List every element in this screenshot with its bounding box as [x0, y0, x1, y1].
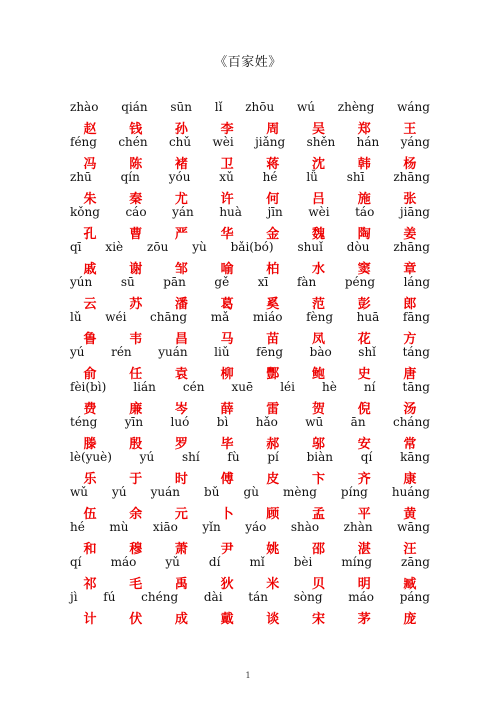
pinyin-line	[70, 450, 430, 468]
pinyin-line	[70, 310, 430, 328]
pinyin-line	[70, 415, 430, 433]
surname-character: 余	[129, 507, 143, 522]
surname-character: 滕	[83, 437, 97, 452]
hanzi-line	[70, 118, 430, 136]
surname-row	[70, 520, 430, 555]
pinyin-syllable: yǔ	[165, 555, 180, 569]
pinyin-syllable: zhāng	[393, 240, 430, 254]
surname-character: 王	[403, 122, 417, 137]
pinyin-line	[70, 520, 430, 538]
surname-character: 谈	[266, 612, 280, 627]
surname-table	[70, 100, 430, 625]
surname-character: 昌	[174, 332, 188, 347]
pinyin-syllable: xiè	[105, 240, 124, 254]
pinyin-syllable: mèng	[282, 485, 317, 499]
hanzi-line	[70, 258, 430, 276]
surname-row	[70, 485, 430, 520]
pinyin-syllable: ān	[350, 415, 366, 429]
surname-character: 秦	[129, 192, 143, 207]
pinyin-syllable: jì	[70, 590, 78, 604]
surname-character: 范	[312, 297, 326, 312]
surname-character: 邵	[312, 542, 326, 557]
pinyin-syllable: qī	[70, 240, 82, 254]
pinyin-syllable: yú	[70, 345, 85, 359]
pinyin-syllable: yáo	[245, 520, 267, 534]
surname-character: 贝	[312, 577, 326, 592]
surname-row	[70, 590, 430, 625]
surname-character: 郑	[357, 122, 371, 137]
pinyin-syllable: bì	[216, 415, 229, 429]
pinyin-syllable: pí	[267, 450, 279, 464]
pinyin-syllable: mù	[109, 520, 129, 534]
surname-character: 岑	[174, 402, 188, 417]
surname-character: 奚	[266, 297, 280, 312]
pinyin-syllable: jīn	[267, 205, 283, 219]
hanzi-line	[70, 328, 430, 346]
pinyin-line	[70, 170, 430, 188]
surname-character: 米	[266, 577, 280, 592]
surname-character: 孔	[83, 227, 97, 242]
pinyin-syllable: huà	[219, 205, 242, 219]
pinyin-syllable: shǐ	[358, 345, 377, 359]
surname-character: 倪	[357, 402, 371, 417]
surname-character: 廉	[129, 402, 143, 417]
pinyin-syllable: jiāng	[399, 205, 430, 219]
pinyin-syllable: xǔ	[219, 170, 234, 184]
surname-character: 茅	[357, 612, 371, 627]
surname-character: 曹	[129, 227, 143, 242]
pinyin-syllable: yáng	[400, 135, 430, 149]
surname-character: 凤	[312, 332, 326, 347]
pinyin-syllable: yún	[70, 275, 93, 289]
pinyin-syllable: hè	[322, 380, 337, 394]
hanzi-line	[70, 468, 430, 486]
surname-character: 李	[220, 122, 234, 137]
surname-character: 戴	[220, 612, 234, 627]
surname-character: 蒋	[266, 157, 280, 172]
pinyin-syllable: yóu	[168, 170, 191, 184]
surname-character: 孙	[174, 122, 188, 137]
surname-row	[70, 345, 430, 380]
surname-character: 何	[266, 192, 280, 207]
surname-character: 苗	[266, 332, 280, 347]
pinyin-syllable: láng	[403, 275, 430, 289]
pinyin-syllable: zhào	[70, 100, 99, 114]
surname-character: 姜	[403, 227, 417, 242]
pinyin-syllable: dài	[203, 590, 223, 604]
surname-character: 齐	[357, 472, 371, 487]
surname-character: 明	[357, 577, 371, 592]
pinyin-syllable: liǔ	[214, 345, 230, 359]
hanzi-line	[70, 363, 430, 381]
surname-character: 彭	[357, 297, 371, 312]
surname-character: 葛	[220, 297, 234, 312]
pinyin-syllable: cén	[182, 380, 205, 394]
pinyin-syllable: cháng	[392, 415, 430, 429]
pinyin-syllable: cáo	[125, 205, 147, 219]
pinyin-line	[70, 135, 430, 153]
pinyin-syllable: lè(yuè)	[70, 450, 112, 464]
pinyin-syllable: yú	[112, 485, 127, 499]
pinyin-syllable: fú	[103, 590, 116, 604]
surname-character: 马	[220, 332, 234, 347]
pinyin-line	[70, 205, 430, 223]
surname-character: 祁	[83, 577, 97, 592]
surname-character: 喻	[220, 262, 234, 277]
hanzi-line	[70, 538, 430, 556]
surname-character: 宋	[312, 612, 326, 627]
pinyin-syllable: fēng	[256, 345, 284, 359]
surname-row	[70, 240, 430, 275]
pinyin-syllable: wū	[305, 415, 324, 429]
pinyin-syllable: chéng	[141, 590, 179, 604]
pinyin-syllable: wú	[297, 100, 315, 114]
surname-row	[70, 100, 430, 135]
surname-character: 康	[403, 472, 417, 487]
pinyin-line	[70, 380, 430, 398]
pinyin-syllable: bào	[309, 345, 332, 359]
surname-character: 殷	[129, 437, 143, 452]
pinyin-syllable: hán	[356, 135, 380, 149]
surname-character: 许	[220, 192, 234, 207]
pinyin-syllable: sū	[120, 275, 135, 289]
pinyin-syllable: qí	[70, 555, 82, 569]
pinyin-syllable: ní	[363, 380, 376, 394]
surname-character: 陈	[129, 157, 143, 172]
surname-character: 姚	[266, 542, 280, 557]
surname-character: 安	[357, 437, 371, 452]
pinyin-syllable: xī	[257, 275, 269, 289]
surname-character: 柳	[220, 367, 234, 382]
surname-character: 费	[83, 402, 97, 417]
pinyin-syllable: lǐ	[214, 100, 223, 114]
surname-character: 谢	[129, 262, 143, 277]
surname-character: 萧	[174, 542, 188, 557]
surname-character: 施	[357, 192, 371, 207]
pinyin-syllable: xiāo	[152, 520, 178, 534]
pinyin-syllable: zāng	[401, 555, 430, 569]
surname-character: 水	[312, 262, 326, 277]
pinyin-syllable: chāng	[150, 310, 188, 324]
surname-character: 潘	[174, 297, 188, 312]
pinyin-syllable: táo	[355, 205, 375, 219]
surname-character: 罗	[174, 437, 188, 452]
surname-row	[70, 450, 430, 485]
pinyin-syllable: péng	[344, 275, 376, 289]
pinyin-syllable: fàn	[296, 275, 317, 289]
surname-character: 顾	[266, 507, 280, 522]
pinyin-syllable: sūn	[170, 100, 192, 114]
surname-character: 金	[266, 227, 280, 242]
pinyin-syllable: yán	[172, 205, 194, 219]
surname-character: 云	[83, 297, 97, 312]
pinyin-syllable: qián	[121, 100, 148, 114]
pinyin-syllable: tāng	[402, 380, 430, 394]
surname-character: 袁	[174, 367, 188, 382]
pinyin-line	[70, 555, 430, 573]
surname-character: 华	[220, 227, 234, 242]
pinyin-syllable: yù	[192, 240, 207, 254]
surname-character: 花	[357, 332, 371, 347]
pinyin-syllable: bǎi(bó)	[230, 240, 274, 254]
pinyin-syllable: chén	[118, 135, 148, 149]
hanzi-line	[70, 573, 430, 591]
surname-row	[70, 555, 430, 590]
surname-character: 毛	[129, 577, 143, 592]
pinyin-syllable: fāng	[402, 310, 430, 324]
page-title: 《百家姓》	[214, 55, 282, 70]
surname-character: 魏	[312, 227, 326, 242]
surname-character: 赵	[83, 122, 97, 137]
surname-character: 汤	[403, 402, 417, 417]
pinyin-syllable: yuán	[158, 345, 188, 359]
pinyin-syllable: máo	[348, 590, 374, 604]
surname-character: 邹	[174, 262, 188, 277]
surname-row	[70, 275, 430, 310]
surname-character: 乐	[83, 472, 97, 487]
surname-character: 穆	[129, 542, 143, 557]
surname-character: 韩	[357, 157, 371, 172]
surname-character: 韦	[129, 332, 143, 347]
surname-character: 酆	[266, 367, 280, 382]
surname-character: 苏	[129, 297, 143, 312]
pinyin-syllable: zōu	[147, 240, 169, 254]
surname-character: 沈	[312, 157, 326, 172]
surname-character: 于	[129, 472, 143, 487]
surname-character: 任	[129, 367, 143, 382]
pinyin-line	[70, 345, 430, 363]
pinyin-syllable: miáo	[252, 310, 283, 324]
surname-character: 陶	[357, 227, 371, 242]
hanzi-line	[70, 398, 430, 416]
surname-character: 柏	[266, 262, 280, 277]
pinyin-syllable: huā	[356, 310, 380, 324]
pinyin-syllable: wǔ	[70, 485, 88, 499]
surname-character: 吕	[312, 192, 326, 207]
surname-character: 和	[83, 542, 97, 557]
pinyin-syllable: wáng	[397, 100, 430, 114]
surname-character: 成	[174, 612, 188, 627]
pinyin-syllable: píng	[340, 485, 368, 499]
pinyin-syllable: lǔ	[70, 310, 82, 324]
surname-character: 贺	[312, 402, 326, 417]
surname-character: 郎	[403, 297, 417, 312]
hanzi-line	[70, 433, 430, 451]
pinyin-syllable: máo	[110, 555, 137, 569]
surname-row	[70, 135, 430, 170]
pinyin-syllable: kāng	[400, 450, 430, 464]
pinyin-syllable: hé	[262, 170, 278, 184]
surname-character: 时	[174, 472, 188, 487]
pinyin-syllable: sòng	[293, 590, 323, 604]
surname-character: 冯	[83, 157, 97, 172]
pinyin-syllable: zhèng	[337, 100, 375, 114]
pinyin-syllable: rén	[111, 345, 132, 359]
pinyin-syllable: mǎ	[210, 310, 230, 324]
pinyin-syllable: chǔ	[168, 135, 192, 149]
surname-character: 臧	[403, 577, 417, 592]
pinyin-line	[70, 275, 430, 293]
pinyin-syllable: fèng	[306, 310, 334, 324]
surname-character: 窦	[357, 262, 371, 277]
pinyin-syllable: shuǐ	[297, 240, 323, 254]
surname-character: 卜	[220, 507, 234, 522]
pinyin-syllable: zhū	[70, 170, 92, 184]
surname-character: 朱	[83, 192, 97, 207]
surname-character: 孟	[312, 507, 326, 522]
surname-character: 元	[174, 507, 188, 522]
surname-character: 吴	[312, 122, 326, 137]
pinyin-syllable: wèi	[308, 205, 330, 219]
pinyin-syllable: wāng	[397, 520, 430, 534]
surname-character: 鲁	[83, 332, 97, 347]
hanzi-line	[70, 188, 430, 206]
pinyin-syllable: lián	[133, 380, 156, 394]
surname-character: 邬	[312, 437, 326, 452]
pinyin-syllable: léi	[280, 380, 295, 394]
pinyin-syllable: míng	[341, 555, 373, 569]
pinyin-syllable: yuán	[150, 485, 180, 499]
pinyin-syllable: pān	[163, 275, 186, 289]
pinyin-syllable: zhōu	[245, 100, 275, 114]
pinyin-syllable: yú	[139, 450, 155, 464]
surname-character: 皮	[266, 472, 280, 487]
surname-character: 尤	[174, 192, 188, 207]
surname-character: 汪	[403, 542, 417, 557]
surname-character: 毕	[220, 437, 234, 452]
page-number: 1	[245, 671, 251, 680]
surname-character: 卫	[220, 157, 234, 172]
pinyin-syllable: yīn	[124, 415, 144, 429]
surname-row	[70, 170, 430, 205]
surname-character: 伏	[129, 612, 143, 627]
pinyin-syllable: shěn	[306, 135, 336, 149]
surname-character: 庞	[403, 612, 417, 627]
surname-character: 钱	[129, 122, 143, 137]
pinyin-line	[70, 240, 430, 258]
surname-character: 张	[403, 192, 417, 207]
pinyin-syllable: biàn	[306, 450, 334, 464]
surname-character: 唐	[403, 367, 417, 382]
surname-row	[70, 415, 430, 450]
pinyin-syllable: qín	[120, 170, 140, 184]
surname-character: 章	[403, 262, 417, 277]
surname-character: 傅	[220, 472, 234, 487]
pinyin-syllable: gě	[214, 275, 230, 289]
hanzi-line	[70, 503, 430, 521]
pinyin-syllable: wéi	[105, 310, 127, 324]
surname-character: 方	[403, 332, 417, 347]
pinyin-line	[70, 100, 430, 118]
pinyin-syllable: táng	[402, 345, 430, 359]
surname-row	[70, 380, 430, 415]
hanzi-line	[70, 153, 430, 171]
surname-character: 俞	[83, 367, 97, 382]
pinyin-syllable: gù	[243, 485, 259, 499]
surname-character: 禹	[174, 577, 188, 592]
pinyin-syllable: hé	[70, 520, 85, 534]
surname-character: 褚	[174, 157, 188, 172]
surname-character: 伍	[83, 507, 97, 522]
surname-character: 卞	[312, 472, 326, 487]
surname-character: 尹	[220, 542, 234, 557]
hanzi-line	[70, 223, 430, 241]
pinyin-syllable: shī	[346, 170, 365, 184]
surname-character: 常	[403, 437, 417, 452]
pinyin-syllable: dí	[208, 555, 221, 569]
pinyin-syllable: téng	[70, 415, 98, 429]
pinyin-syllable: luó	[170, 415, 190, 429]
pinyin-syllable: tán	[248, 590, 268, 604]
surname-character: 平	[357, 507, 371, 522]
surname-character: 戚	[83, 262, 97, 277]
surname-character: 黄	[403, 507, 417, 522]
pinyin-syllable: kǒng	[70, 205, 100, 219]
pinyin-syllable: bǔ	[204, 485, 220, 499]
pinyin-syllable: fù	[227, 450, 240, 464]
surname-character: 郝	[266, 437, 280, 452]
pinyin-syllable: huáng	[391, 485, 430, 499]
pinyin-syllable: shí	[181, 450, 200, 464]
surname-character: 鲍	[312, 367, 326, 382]
surname-character: 周	[266, 122, 280, 137]
hanzi-line	[70, 293, 430, 311]
pinyin-syllable: fèi(bì)	[70, 380, 107, 394]
pinyin-syllable: jiǎng	[255, 135, 286, 149]
surname-character: 杨	[403, 157, 417, 172]
pinyin-line	[70, 590, 430, 608]
surname-character: 计	[83, 612, 97, 627]
surname-character: 薛	[220, 402, 234, 417]
pinyin-line	[70, 485, 430, 503]
pinyin-syllable: shào	[290, 520, 320, 534]
surname-character: 雷	[266, 402, 280, 417]
surname-row	[70, 310, 430, 345]
surname-row	[70, 205, 430, 240]
pinyin-syllable: xuē	[231, 380, 254, 394]
surname-character: 狄	[220, 577, 234, 592]
pinyin-syllable: lǚ	[306, 170, 318, 184]
pinyin-syllable: hǎo	[255, 415, 278, 429]
pinyin-syllable: qí	[360, 450, 373, 464]
pinyin-syllable: dòu	[346, 240, 370, 254]
hanzi-line	[70, 608, 430, 626]
pinyin-syllable: zhāng	[393, 170, 430, 184]
pinyin-syllable: zhàn	[343, 520, 373, 534]
pinyin-syllable: yǐn	[202, 520, 221, 534]
pinyin-syllable: mǐ	[249, 555, 265, 569]
surname-character: 湛	[357, 542, 371, 557]
surname-character: 史	[357, 367, 371, 382]
pinyin-syllable: bèi	[293, 555, 313, 569]
pinyin-syllable: páng	[399, 590, 430, 604]
surname-character: 严	[174, 227, 188, 242]
pinyin-syllable: wèi	[212, 135, 234, 149]
pinyin-syllable: féng	[70, 135, 97, 149]
